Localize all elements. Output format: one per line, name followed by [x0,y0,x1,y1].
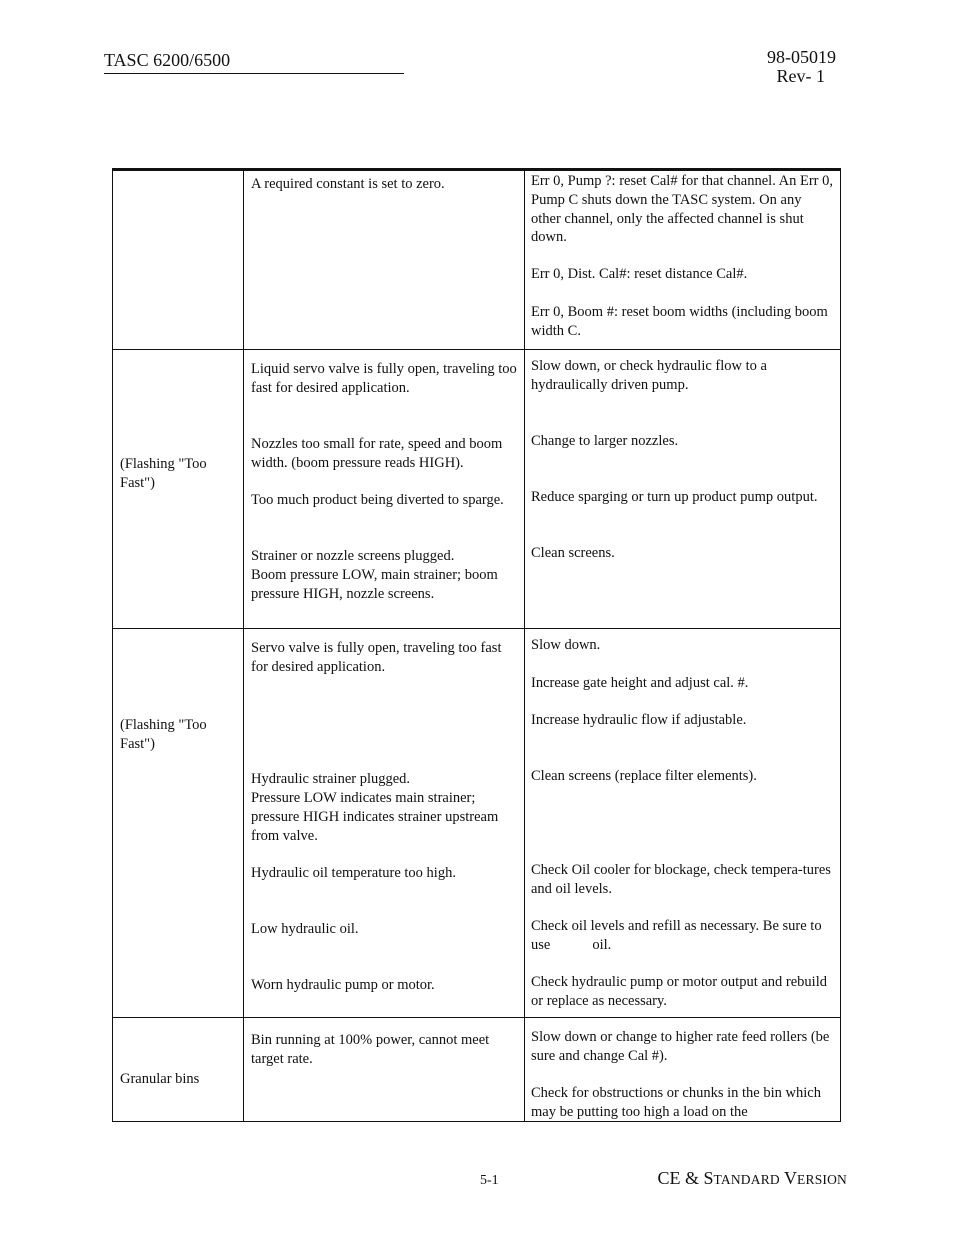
remedy-text: Err 0, Pump ?: reset Cal# for that channel. An Err 0, Pump C shuts down the TASC system. On any other channel, only the affected channel is shut down. [531,173,834,246]
symptom-cell [113,1018,244,1121]
product-title: TASC 6200/6500 [104,50,404,74]
cause-cell [244,1018,525,1121]
symptom-text: (Flashing "Too Fast") [120,717,207,752]
table-row [112,1017,841,1121]
symptom-text: (Flashing "Too Fast") [120,456,207,491]
remedy-text: Clean screens. [531,545,615,561]
remedy-text: Slow down. [531,637,601,653]
version-small-caps-2: ERSION [797,1172,847,1187]
version-label [658,1168,847,1189]
remedy-text-part: Check oil levels and refill as necessary. Be sure to use [531,918,822,953]
doc-number: 98-05019 [767,47,836,67]
cause-text: Worn hydraulic pump or motor. [251,977,435,993]
remedy-text [531,917,834,955]
remedy-text: Check hydraulic pump or motor output and rebuild or replace as necessary. [531,974,827,1009]
doc-id-block [767,48,836,86]
remedy-text: Err 0, Dist. Cal#: reset distance Cal#. [531,266,748,282]
cause-text: Low hydraulic oil. [251,921,359,937]
troubleshooting-table [112,168,841,1122]
symptom-text: Granular bins [120,1071,200,1087]
remedy-text: Check for obstructions or chunks in the bin which may be putting too high a load on the [531,1085,821,1120]
cause-text: Hydraulic strainer plugged. [251,771,411,787]
cause-text: Liquid servo valve is fully open, traveling too fast for desired application. [251,361,517,396]
remedy-text: Slow down or change to higher rate feed rollers (be sure and change Cal #). [531,1029,830,1064]
revision: Rev- 1 [776,66,825,86]
cause-text: A required constant is set to zero. [251,176,445,192]
remedy-cell [525,1018,840,1121]
version-v: V [779,1168,798,1188]
remedy-text: Clean screens (replace filter elements). [531,768,757,784]
version-small-caps-1: TANDARD [713,1172,780,1187]
cause-text: Boom pressure LOW, main strainer; boom pressure HIGH, nozzle screens. [251,567,498,602]
symptom-cell [113,171,244,349]
remedy-text: Change to larger nozzles. [531,433,679,449]
cause-text: Too much product being diverted to sparge. [251,492,504,508]
cause-text: Strainer or nozzle screens plugged. [251,548,455,564]
cause-cell [244,350,525,628]
cause-text: Hydraulic oil temperature too high. [251,865,456,881]
remedy-text: Check Oil cooler for blockage, check tempera-tures and oil levels. [531,862,831,897]
cause-cell [244,171,525,349]
cause-text: Servo valve is fully open, traveling too fast for desired application. [251,640,502,675]
table-row [112,171,841,349]
table-row [112,628,841,1017]
remedy-text: Slow down, or check hydraulic flow to a hydraulically driven pump. [531,358,767,393]
remedy-text-part: oil. [592,936,612,953]
remedy-text: Reduce sparging or turn up product pump output. [531,489,818,505]
cause-text: Pressure LOW indicates main strainer; pressure HIGH indicates strainer upstream from valve. [251,790,499,844]
remedy-text: Increase gate height and adjust cal. #. [531,675,749,691]
remedy-cell [525,171,840,349]
version-prefix: CE & S [657,1168,714,1188]
symptom-cell [113,350,244,628]
table-row [112,349,841,628]
page-number: 5-1 [480,1173,499,1188]
cause-text: Bin running at 100% power, cannot meet target rate. [251,1032,490,1067]
symptom-cell [113,629,244,1017]
cause-cell [244,629,525,1017]
remedy-text: Increase hydraulic flow if adjustable. [531,712,747,728]
cause-text: Nozzles too small for rate, speed and boom width. (boom pressure reads HIGH). [251,436,503,471]
remedy-cell [525,629,840,1017]
remedy-cell [525,350,840,628]
remedy-text: Err 0, Boom #: reset boom widths (including boom width C. [531,304,828,339]
